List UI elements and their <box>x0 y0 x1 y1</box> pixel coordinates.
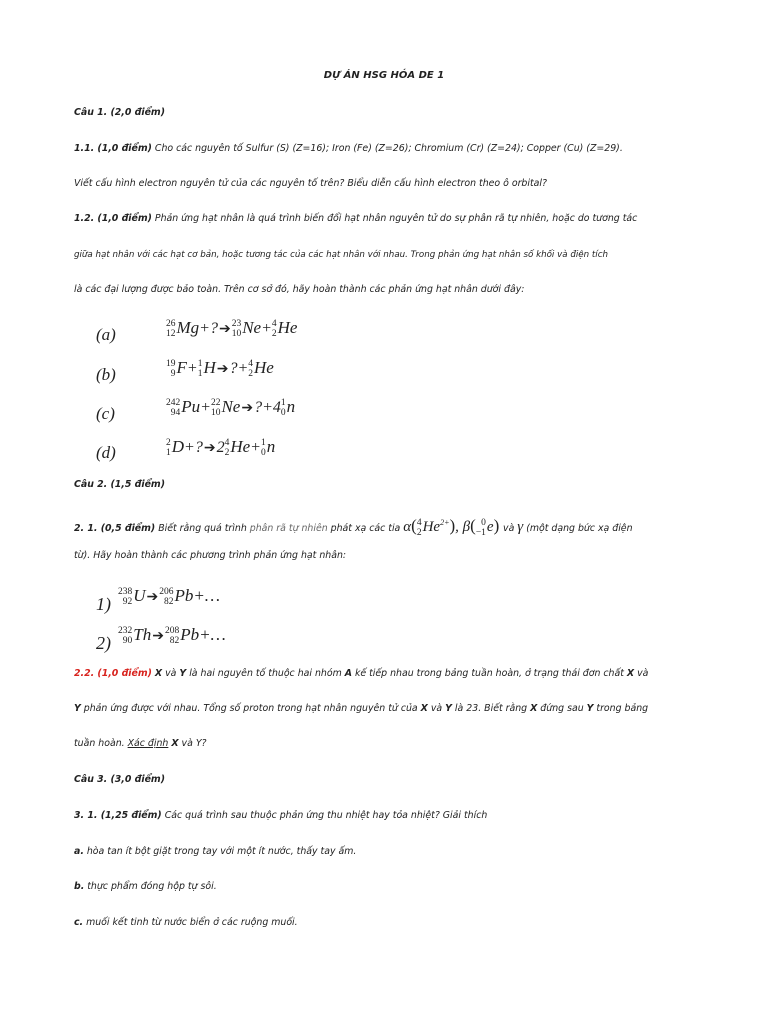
part-1-2-line-3b: Trên cơ sở đó, hãy hoàn thành các phản ứng hạt nhân dưới đây: <box>221 284 525 295</box>
alpha-particle: α( 4 2 $He^{2+}$), β( 0 −1 e) <box>403 516 500 538</box>
part-2-2-line-2: Y phản ứng được với nhau. Tổng số proton trong hạt nhân nguyên tử của X và Y là 23. Biết rằng X đứng sau Y trong bảng <box>74 703 649 714</box>
part-1-2-line-3a: là các đại lượng được bảo toàn. <box>74 284 222 295</box>
reaction-d-equation: 2 1 D+?➔2 4 2 He+ 1 0 n <box>166 437 276 459</box>
reaction-b-equation: 19 9 F+ 1 1 H➔?+ 4 2 He <box>166 358 274 380</box>
part-1-1-line-1 <box>74 142 698 156</box>
highlight-natural-decay: phân rã tự nhiên <box>249 523 328 534</box>
item-a: a. hòa tan ít bột giặt trong tay với một ít nước, thấy tay ấm. <box>74 846 357 857</box>
equation-1: 238 92 U➔ 206 82 Pb+… <box>118 586 220 608</box>
arrow-icon: ➔ <box>203 441 216 456</box>
question-2-heading: Câu 2. (1,5 điểm) <box>74 479 165 490</box>
part-2-1-heading: 2. 1. (0,5 điểm) <box>74 523 156 534</box>
reaction-a-label: (a) <box>96 325 116 344</box>
reaction-c-equation: 242 94 Pu+ 22 10 Ne➔?+4 1 0 n <box>166 397 296 419</box>
gamma-symbol: γ <box>517 519 524 535</box>
equation-1-label: 1) <box>96 594 111 614</box>
part-1-1-line-2: Viết cấu hình electron nguyên tử của các nguyên tố trên? Biểu diễn cấu hình electron theo ô orbital? <box>74 178 547 189</box>
question-3-heading: Câu 3. (3,0 điểm) <box>74 774 165 785</box>
part-1-2-line-3 <box>74 283 698 297</box>
part-2-1-line-2: từ). Hãy hoàn thành các phương trình phản ứng hạt nhân: <box>74 550 347 561</box>
reaction-c-label: (c) <box>96 404 115 423</box>
part-1-2-line-1 <box>74 212 698 226</box>
item-c: c. muối kết tinh từ nước biển ở các ruộng muối. <box>74 917 298 928</box>
reaction-b-label: (b) <box>96 365 116 384</box>
part-2-2-heading: 2.2. (1,0 điểm) <box>74 668 152 679</box>
arrow-icon: ➔ <box>146 590 159 605</box>
part-1-2-line-2: giữa hạt nhân với các hạt cơ bản, hoặc tương tác của các hạt nhân với nhau. Trong phản ứng hạt nhân số khối và điện tích <box>74 250 608 260</box>
equation-2-label: 2) <box>96 633 111 653</box>
part-1-2-heading: 1.2. (1,0 điểm) <box>74 213 152 224</box>
part-3-1-heading: 3. 1. (1,25 điểm) <box>74 810 162 821</box>
arrow-icon: ➔ <box>241 401 254 416</box>
arrow-icon: ➔ <box>152 629 164 644</box>
item-b: b. thực phẩm đóng hộp tự sôi. <box>74 881 217 892</box>
equation-2: 232 90 Th➔ 208 82 Pb+… <box>118 625 226 647</box>
arrow-icon: ➔ <box>218 322 231 337</box>
part-2-1-line-1: 2. 1. (0,5 điểm) Biết rằng quá trình phân rã tự nhiên phát xạ các tia α( 4 2 $He^{2+}$), β( 0 −1 e) và γ (một dạng bức xạ điện <box>74 516 633 538</box>
reaction-a-equation: 26 12 Mg+?➔ 23 10 Ne+ 4 2 He <box>166 318 298 340</box>
arrow-icon: ➔ <box>216 362 229 377</box>
part-1-1-heading: 1.1. (1,0 điểm) <box>74 143 152 154</box>
question-1-heading: Câu 1. (2,0 điểm) <box>74 107 165 118</box>
part-2-2-line-1: 2.2. (1,0 điểm) X và Y là hai nguyên tố thuộc hai nhóm A kế tiếp nhau trong bảng tuần hoàn, ở trạng thái đơn chất X và <box>74 668 649 679</box>
part-1-2-text: Phản ứng hạt nhân là quá trình biến đổi hạt nhân nguyên tử do sự phân rã tự nhiên, hoặc do tương tác <box>154 213 638 224</box>
part-3-1-line: 3. 1. (1,25 điểm) Các quá trình sau thuộc phản ứng thu nhiệt hay tỏa nhiệt? Giải thích <box>74 810 488 821</box>
part-2-2-line-3: tuần hoàn. Xác định X và Y? <box>74 738 207 749</box>
reaction-d-label: (d) <box>96 443 116 462</box>
document-title: DỰ ÁN HSG HÓA DE 1 <box>323 70 445 81</box>
part-1-1-text: Cho các nguyên tố Sulfur (S) (Z=16); Iron (Fe) (Z=26); Chromium (Cr) (Z=24); Copper (Cu) (Z=29). <box>154 143 623 154</box>
